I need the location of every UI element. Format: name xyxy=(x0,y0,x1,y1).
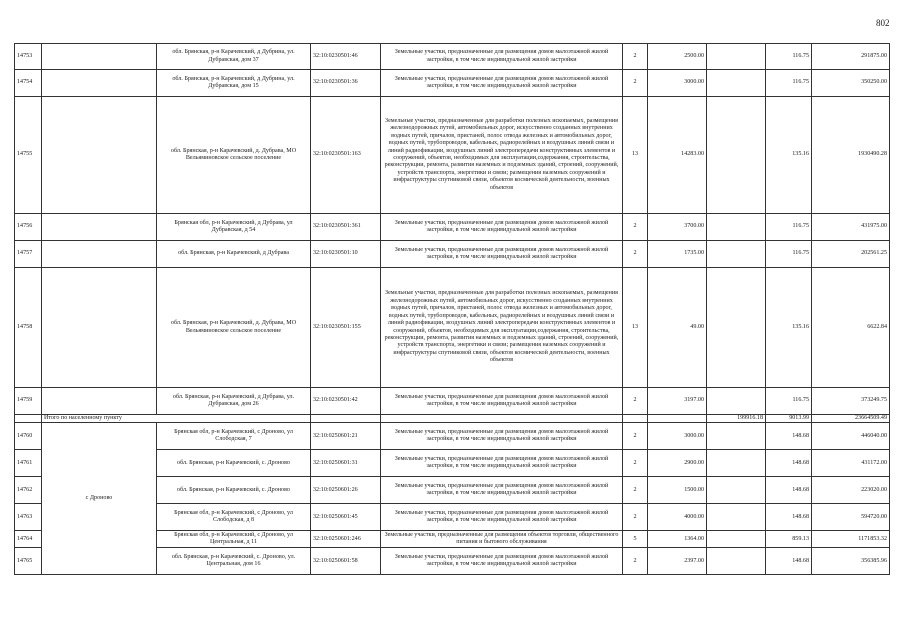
rate-value: 135.16 xyxy=(766,97,812,214)
cadastral-number: 32:10:0250601:58 xyxy=(311,548,381,575)
group-code: 2 xyxy=(623,70,648,97)
row-number: 14755 xyxy=(15,97,42,214)
rate-value: 116.75 xyxy=(766,241,812,268)
page-number: 802 xyxy=(876,18,890,28)
rate-value: 148.68 xyxy=(766,423,812,450)
group-code: 5 xyxy=(623,531,648,548)
address-cell: обл. Брянская, р-н Карачевский, с. Дроново, ул. Центральная, дом 16 xyxy=(157,548,311,575)
area-value: 3000.00 xyxy=(648,423,707,450)
row-number: 14763 xyxy=(15,504,42,531)
empty-cell xyxy=(707,241,766,268)
cadastral-cost: 291875.00 xyxy=(812,44,890,70)
row-number: 14757 xyxy=(15,241,42,268)
group-code: 2 xyxy=(623,423,648,450)
rate-value: 148.68 xyxy=(766,504,812,531)
empty-cell xyxy=(707,214,766,241)
area-value: 4000.00 xyxy=(648,504,707,531)
cadastral-cost: 431975.00 xyxy=(812,214,890,241)
table-row xyxy=(15,241,890,268)
cadastral-number: 32:10:0250601:246 xyxy=(311,531,381,548)
land-use-description: Земельные участки, предназначенные для размещения домов малоэтажной жилой застройки, в том числе индивидуальной жилой застройки xyxy=(381,214,623,241)
row-number: 14762 xyxy=(15,477,42,504)
group-code: 13 xyxy=(623,97,648,214)
empty-cell xyxy=(707,423,766,450)
address-cell: обл. Брянская, р-н Карачевский, д Дубрина, ул. Дубравская, дом 37 xyxy=(157,44,311,70)
cadastral-number: 32:10:0230501:42 xyxy=(311,388,381,415)
land-use-description: Земельные участки, предназначенные для размещения объектов торговли, общественного питания и бытового обслуживания xyxy=(381,531,623,548)
row-number: 14761 xyxy=(15,450,42,477)
cadastral-number: 32:10:0230501:361 xyxy=(311,214,381,241)
locality-cell xyxy=(42,44,157,70)
empty-cell xyxy=(707,450,766,477)
area-value: 1735.00 xyxy=(648,241,707,268)
locality-name: с Дроново xyxy=(42,423,157,575)
rate-value: 116.75 xyxy=(766,214,812,241)
cadastral-number: 32:10:0230501:163 xyxy=(311,97,381,214)
locality-cell xyxy=(42,70,157,97)
group-code: 2 xyxy=(623,548,648,575)
area-value: 3197.00 xyxy=(648,388,707,415)
row-number: 14753 xyxy=(15,44,42,70)
land-use-description: Земельные участки, предназначенные для размещения домов малоэтажной жилой застройки, в том числе индивидуальной жилой застройки xyxy=(381,44,623,70)
row-number: 14764 xyxy=(15,531,42,548)
address-cell: обл. Брянская, р-н Карачевский, д. Дубрава, МО Вельяминовское сельское поселение xyxy=(157,268,311,388)
rate-value: 116.75 xyxy=(766,70,812,97)
cadastral-cost: 356385.96 xyxy=(812,548,890,575)
total-area: 199916.18 xyxy=(707,415,766,423)
address-cell: обл. Брянская, р-н Карачевский, д Дубрина, ул. Дубравская, дом 15 xyxy=(157,70,311,97)
empty-cell xyxy=(707,531,766,548)
rate-value: 116.75 xyxy=(766,388,812,415)
cadastral-cost: 431172.00 xyxy=(812,450,890,477)
area-value: 3000.00 xyxy=(648,70,707,97)
cadastral-number: 32:10:0230501:10 xyxy=(311,241,381,268)
land-use-description: Земельные участки, предназначенные для размещения домов малоэтажной жилой застройки, в том числе индивидуальной жилой застройки xyxy=(381,388,623,415)
locality-cell xyxy=(42,97,157,214)
rate-value: 859.13 xyxy=(766,531,812,548)
locality-cell xyxy=(42,268,157,388)
cadastral-cost: 202561.25 xyxy=(812,241,890,268)
cadastral-number: 32:10:0250601:26 xyxy=(311,477,381,504)
total-rate: 9013.99 xyxy=(766,415,812,423)
area-value: 2500.00 xyxy=(648,44,707,70)
table-row xyxy=(15,70,890,97)
group-code: 2 xyxy=(623,450,648,477)
table-row xyxy=(15,388,890,415)
cadastral-cost: 1930490.28 xyxy=(812,97,890,214)
address-cell: обл. Брянская, р-н Карачевский, с. Дроново xyxy=(157,477,311,504)
total-cost: 23664509.49 xyxy=(812,415,890,423)
locality-cell xyxy=(42,388,157,415)
table-row xyxy=(15,268,890,388)
cadastral-cost: 446040.00 xyxy=(812,423,890,450)
group-code: 2 xyxy=(623,241,648,268)
address-cell: обл. Брянская, р-н Карачевский, д Дубрава, ул. Дубравская, дом 26 xyxy=(157,388,311,415)
total-row xyxy=(15,415,890,423)
cadastral-number: 32:10:0250601:31 xyxy=(311,450,381,477)
group-code: 2 xyxy=(623,214,648,241)
group-code: 2 xyxy=(623,388,648,415)
land-use-description: Земельные участки, предназначенные для размещения домов малоэтажной жилой застройки, в том числе индивидуальной жилой застройки xyxy=(381,423,623,450)
row-number: 14760 xyxy=(15,423,42,450)
area-value: 1364.00 xyxy=(648,531,707,548)
rate-value: 148.68 xyxy=(766,477,812,504)
table-row xyxy=(15,423,890,450)
group-code: 13 xyxy=(623,268,648,388)
cadastral-cost: 1171853.32 xyxy=(812,531,890,548)
cadastral-number: 32:10:0230501:46 xyxy=(311,44,381,70)
rate-value: 116.75 xyxy=(766,44,812,70)
address-cell: Брянская обл, р-н Карачевский, д Дубрава, ул Дубравская, д 54 xyxy=(157,214,311,241)
area-value: 1500.00 xyxy=(648,477,707,504)
cadastral-number: 32:10:0230501:155 xyxy=(311,268,381,388)
empty-cell xyxy=(707,548,766,575)
area-value: 49.00 xyxy=(648,268,707,388)
empty-cell xyxy=(707,268,766,388)
empty-cell xyxy=(707,477,766,504)
address-cell: Брянская обл, р-н Карачевский, с Дроново, ул Центральная, д 11 xyxy=(157,531,311,548)
total-label: Итого по населенному пункту xyxy=(42,415,311,423)
empty-cell xyxy=(707,388,766,415)
rate-value: 135.16 xyxy=(766,268,812,388)
area-value: 14283.00 xyxy=(648,97,707,214)
row-number: 14759 xyxy=(15,388,42,415)
land-use-description: Земельные участки, предназначенные для размещения домов малоэтажной жилой застройки, в том числе индивидуальной жилой застройки xyxy=(381,504,623,531)
empty-cell xyxy=(707,70,766,97)
land-registry-table xyxy=(14,43,890,575)
rate-value: 148.68 xyxy=(766,548,812,575)
land-use-description: Земельные участки, предназначенные для размещения домов малоэтажной жилой застройки, в том числе индивидуальной жилой застройки xyxy=(381,450,623,477)
area-value: 2397.00 xyxy=(648,548,707,575)
empty-cell xyxy=(707,504,766,531)
cadastral-cost: 373249.75 xyxy=(812,388,890,415)
cadastral-cost: 6622.84 xyxy=(812,268,890,388)
area-value: 3700.00 xyxy=(648,214,707,241)
land-use-description: Земельные участки, предназначенные для размещения домов малоэтажной жилой застройки, в том числе индивидуальной жилой застройки xyxy=(381,477,623,504)
cadastral-cost: 594720.00 xyxy=(812,504,890,531)
land-use-description: Земельные участки, предназначенные для размещения домов малоэтажной жилой застройки, в том числе индивидуальной жилой застройки xyxy=(381,70,623,97)
row-number: 14754 xyxy=(15,70,42,97)
address-cell: обл. Брянская, р-н Карачевский, д. Дубрава, МО Вельяминовское сельское поселение xyxy=(157,97,311,214)
empty-cell xyxy=(707,44,766,70)
row-number: 14758 xyxy=(15,268,42,388)
cadastral-number: 32:10:0250601:45 xyxy=(311,504,381,531)
cadastral-number: 32:10:0230501:36 xyxy=(311,70,381,97)
empty-cell xyxy=(707,97,766,214)
row-number: 14756 xyxy=(15,214,42,241)
locality-cell xyxy=(42,214,157,241)
address-cell: обл. Брянская, р-н Карачевский, д Дубрава xyxy=(157,241,311,268)
table-row xyxy=(15,97,890,214)
row-number: 14765 xyxy=(15,548,42,575)
cadastral-cost: 223020.00 xyxy=(812,477,890,504)
area-value: 2900.00 xyxy=(648,450,707,477)
address-cell: Брянская обл, р-н Карачевский, с Дроново, ул Слободская, 7 xyxy=(157,423,311,450)
locality-cell xyxy=(42,241,157,268)
rate-value: 148.68 xyxy=(766,450,812,477)
address-cell: Брянская обл, р-н Карачевский, с Дроново, ул Слободская, д 8 xyxy=(157,504,311,531)
cadastral-number: 32:10:0250601:21 xyxy=(311,423,381,450)
address-cell: обл. Брянская, р-н Карачевский, с. Дроново xyxy=(157,450,311,477)
group-code: 2 xyxy=(623,504,648,531)
land-use-description: Земельные участки, предназначенные для разработки полезных ископаемых, размещения железнодорожных путей, автомобильных дорог, искусственно созданных внутренних водных путей, причалов, пристаней, полос отвода железных и автомобильных дорог, водных путей, трубопроводов, кабельных, радиорелейных и воздушных линий связи и линий радиофикации, воздушных линий электропередачи конструктивных элементов и сооружений, объектов, необходимых для эксплуатации,содержания, строительства, реконструкции, ремонта, развития наземных и подземных зданий, строений, сооружений, устройств транспорта, энергетики и связи; размещения наземных сооружений и инфраструктуры спутниковой связи, объектов космической деятельности, военных объектов xyxy=(381,97,623,214)
land-use-description: Земельные участки, предназначенные для размещения домов малоэтажной жилой застройки, в том числе индивидуальной жилой застройки xyxy=(381,241,623,268)
group-code: 2 xyxy=(623,477,648,504)
cadastral-cost: 350250.00 xyxy=(812,70,890,97)
group-code: 2 xyxy=(623,44,648,70)
table-row xyxy=(15,44,890,70)
table-row xyxy=(15,214,890,241)
land-use-description: Земельные участки, предназначенные для разработки полезных ископаемых, размещения железнодорожных путей, автомобильных дорог, искусственно созданных внутренних водных путей, причалов, пристаней, полос отвода железных и автомобильных дорог, водных путей, трубопроводов, кабельных, радиорелейных и воздушных линий связи и линий радиофикации, воздушных линий электропередачи конструктивных элементов и сооружений, объектов, необходимых для эксплуатации,содержания, строительства, реконструкции, ремонта, развития наземных и подземных зданий, строений, сооружений, устройств транспорта, энергетики и связи; размещения наземных сооружений и инфраструктуры спутниковой связи, объектов космической деятельности, военных объектов xyxy=(381,268,623,388)
land-use-description: Земельные участки, предназначенные для размещения домов малоэтажной жилой застройки, в том числе индивидуальной жилой застройки xyxy=(381,548,623,575)
